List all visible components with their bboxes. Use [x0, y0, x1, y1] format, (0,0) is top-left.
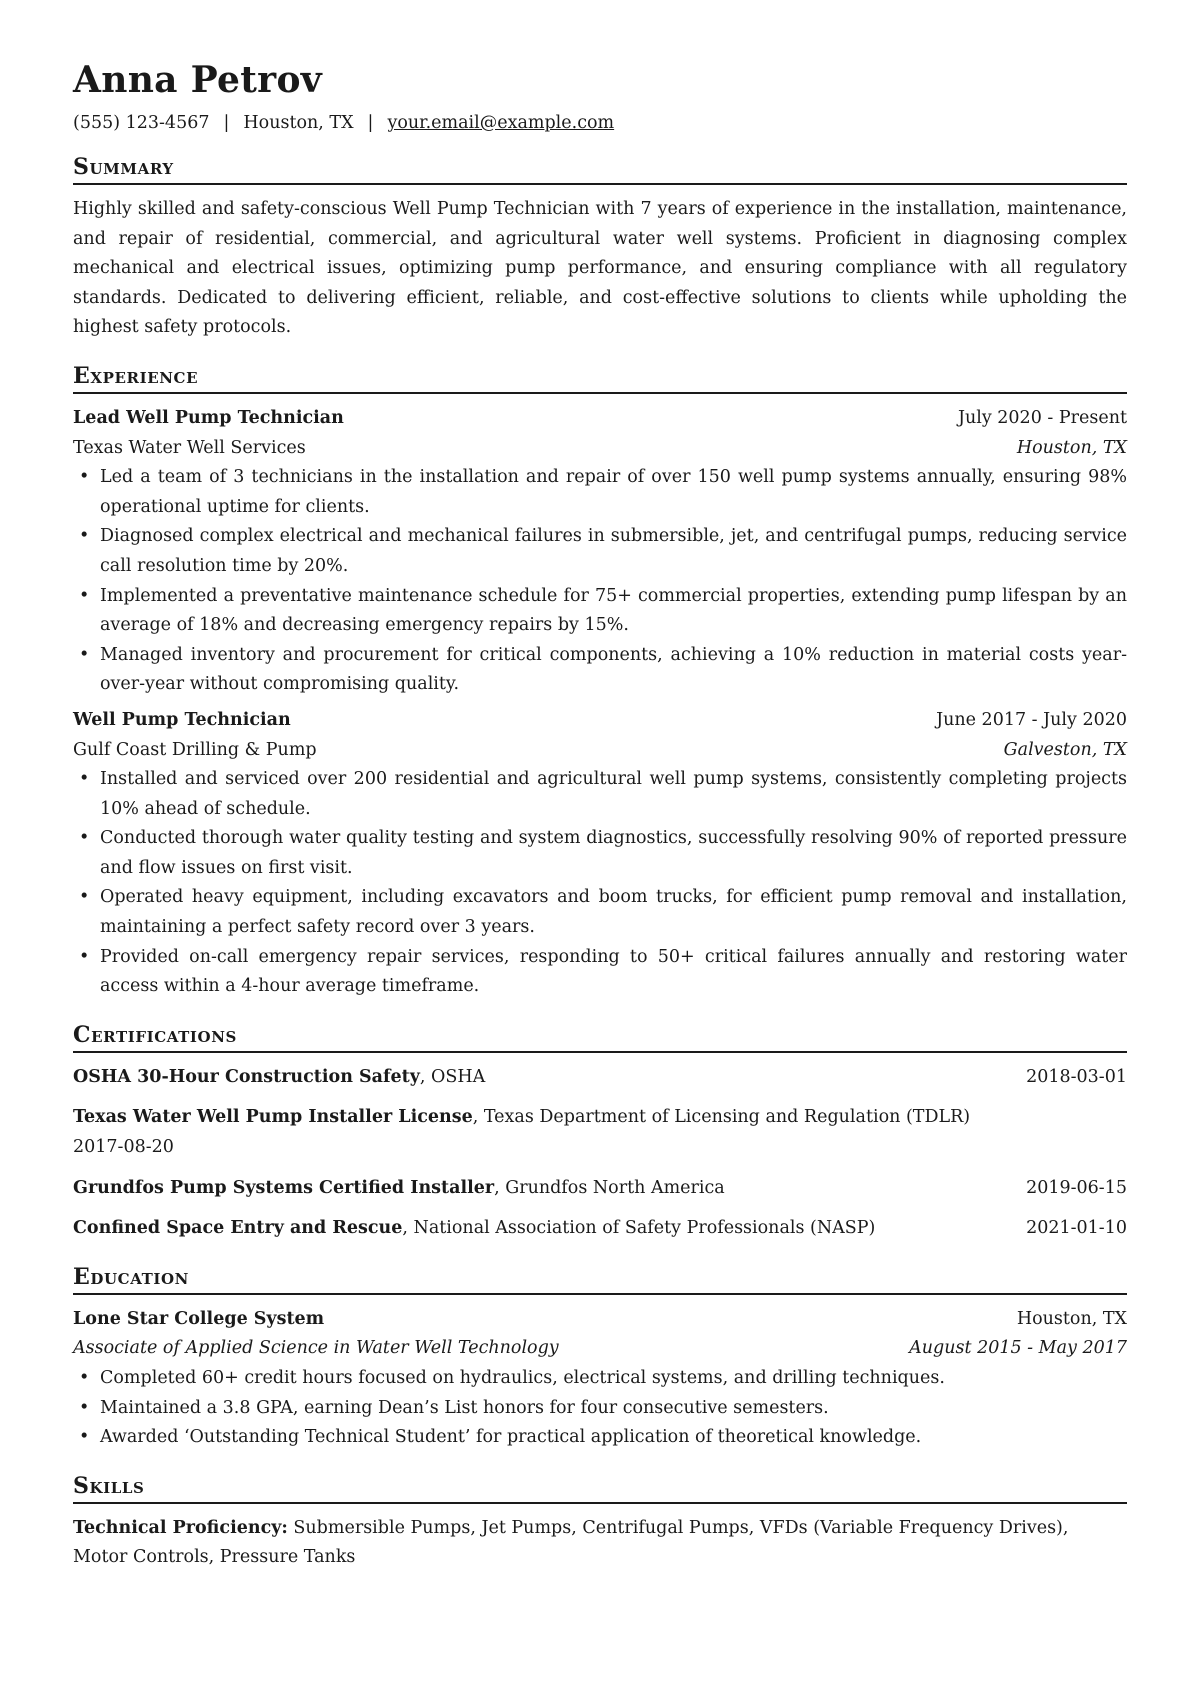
skills-section: [73, 1472, 1127, 1573]
skills-text: Submersible Pumps, Jet Pumps, Centrifugal Pumps, VFDs (Variable Frequency Drives), Motor Controls, Pressure Tanks: [73, 1517, 1069, 1568]
degree-name: Associate of Applied Science in Water Well Technology: [73, 1338, 559, 1359]
education-section: [73, 1263, 1127, 1453]
list-item: [73, 641, 1127, 700]
section-title-education: Education: [73, 1263, 1127, 1295]
location: Houston, TX: [243, 113, 354, 133]
bullet-text: Conducted thorough water quality testing and system diagnostics, successfully resolving 90% of reported pressure and flow issues on first visit.: [100, 828, 1127, 878]
bullet-text: Maintained a 3.8 GPA, earning Dean’s List honors for four consecutive semesters.: [100, 1397, 829, 1418]
bullet-icon: •: [79, 887, 90, 908]
bullet-text: Provided on-call emergency repair services, responding to 50+ critical failures annually and restoring water access within a 4-hour average timeframe.: [100, 946, 1127, 997]
education-bullets: [73, 1364, 1127, 1453]
job-bullets: [73, 765, 1127, 1002]
email-link[interactable]: your.email@example.com: [387, 113, 615, 133]
job-role: Lead Well Pump Technician: [73, 407, 344, 428]
bullet-icon: •: [79, 644, 90, 665]
section-title-certifications: Certifications: [73, 1021, 1127, 1053]
cert-date: 2021-01-10: [1026, 1218, 1127, 1239]
job-company: Gulf Coast Drilling & Pump: [73, 739, 317, 760]
list-item: [73, 1394, 1127, 1424]
list-item: [73, 1364, 1127, 1394]
list-item: [73, 1423, 1127, 1453]
job-dates: July 2020 - Present: [957, 407, 1127, 428]
cert-name: Confined Space Entry and Rescue: [73, 1218, 403, 1239]
contact-separator: |: [367, 113, 374, 133]
skills-entry: [73, 1514, 1127, 1573]
list-item: [73, 943, 1127, 1002]
cert-item: [73, 1063, 1127, 1093]
cert-issuer: , National Association of Safety Professionals (NASP): [402, 1218, 876, 1239]
contact-separator: |: [223, 113, 230, 133]
bullet-text: Awarded ‘Outstanding Technical Student’ for practical application of theoretical knowledge.: [100, 1427, 922, 1448]
section-title-experience: Experience: [73, 362, 1127, 394]
skills-paragraph: [73, 1514, 1127, 1573]
summary-text: Highly skilled and safety-conscious Well Pump Technician with 7 years of experience in the installation, maintenance, and repair of residential, commercial, and agricultural water well systems. Proficient in diagnosing complex mechanical and electrical issues, optimizing pump performance, and ensuring compliance with all regulatory standards. Dedicated to delivering efficient, reliable, and cost-effective solutions to clients while upholding the highest safety protocols.: [73, 199, 1127, 338]
bullet-icon: •: [79, 1368, 90, 1388]
list-item: [73, 765, 1127, 824]
certifications-section: [73, 1021, 1127, 1244]
bullet-icon: •: [79, 526, 90, 547]
cert-issuer: , Texas Department of Licensing and Regulation (TDLR): [472, 1107, 971, 1128]
list-item: [73, 824, 1127, 883]
experience-section: [73, 362, 1127, 1002]
education-entry: [73, 1305, 1127, 1453]
cert-item: [73, 1214, 1127, 1244]
cert-issuer: , Grundfos North America: [494, 1177, 725, 1198]
cert-item: [73, 1174, 1127, 1204]
bullet-icon: •: [79, 467, 90, 488]
job-entry: [73, 706, 1127, 1002]
bullet-icon: •: [79, 1397, 90, 1418]
cert-date: 2017-08-20: [73, 1137, 174, 1158]
job-entry: [73, 404, 1127, 700]
education-dates: August 2015 - May 2017: [909, 1338, 1127, 1359]
job-dates: June 2017 - July 2020: [936, 709, 1127, 730]
cert-name: Grundfos Pump Systems Certified Installer: [73, 1177, 495, 1198]
list-item: [73, 582, 1127, 641]
school-name: Lone Star College System: [73, 1308, 325, 1329]
bullet-text: Operated heavy equipment, including excavators and boom trucks, for efficient pump removal and installation, maintaining a perfect safety record over 3 years.: [100, 887, 1127, 938]
candidate-name: Anna Petrov: [73, 59, 322, 101]
summary-section: [73, 153, 1127, 343]
cert-name: Texas Water Well Pump Installer License: [73, 1107, 473, 1128]
bullet-text: Implemented a preventative maintenance schedule for 75+ commercial properties, extending pump lifespan by an average of 18% and decreasing emergency repairs by 15%.: [100, 585, 1127, 636]
cert-date: 2018-03-01: [1026, 1066, 1127, 1087]
section-title-skills: Skills: [73, 1472, 1127, 1504]
job-location: Galveston, TX: [1003, 739, 1127, 760]
job-location: Houston, TX: [1016, 437, 1127, 458]
bullet-icon: •: [79, 828, 90, 849]
bullet-icon: •: [79, 585, 90, 606]
list-item: [73, 463, 1127, 522]
contact-line: [73, 110, 1127, 136]
list-item: [73, 883, 1127, 942]
cert-item: [73, 1103, 1127, 1162]
section-title-summary: Summary: [73, 153, 1127, 185]
cert-issuer: , OSHA: [419, 1066, 486, 1087]
bullet-text: Led a team of 3 technicians in the installation and repair of over 150 well pump systems annually, ensuring 98% operational uptime for clients.: [100, 467, 1127, 517]
phone-number: (555) 123-4567: [73, 113, 210, 133]
resume-page: [73, 58, 1127, 1573]
job-company: Texas Water Well Services: [73, 437, 306, 458]
bullet-text: Installed and serviced over 200 residential and agricultural well pump systems, consistently completing projects 10% ahead of schedule.: [100, 769, 1127, 819]
cert-name: OSHA 30-Hour Construction Safety: [73, 1066, 420, 1087]
bullet-icon: •: [79, 769, 90, 790]
cert-list: [73, 1063, 1127, 1244]
bullet-text: Diagnosed complex electrical and mechanical failures in submersible, jet, and centrifugal pumps, reducing service call resolution time by 20%.: [100, 526, 1127, 576]
bullet-text: Managed inventory and procurement for critical components, achieving a 10% reduction in material costs year-over-year without compromising quality.: [100, 644, 1127, 695]
school-location: Houston, TX: [1016, 1308, 1127, 1329]
cert-date: 2019-06-15: [1026, 1177, 1127, 1198]
skills-label: Technical Proficiency:: [73, 1517, 288, 1538]
bullet-icon: •: [79, 946, 90, 967]
job-role: Well Pump Technician: [73, 709, 291, 730]
bullet-icon: •: [79, 1427, 90, 1448]
bullet-text: Completed 60+ credit hours focused on hydraulics, electrical systems, and drilling techniques.: [100, 1368, 945, 1388]
job-bullets: [73, 463, 1127, 700]
list-item: [73, 522, 1127, 581]
